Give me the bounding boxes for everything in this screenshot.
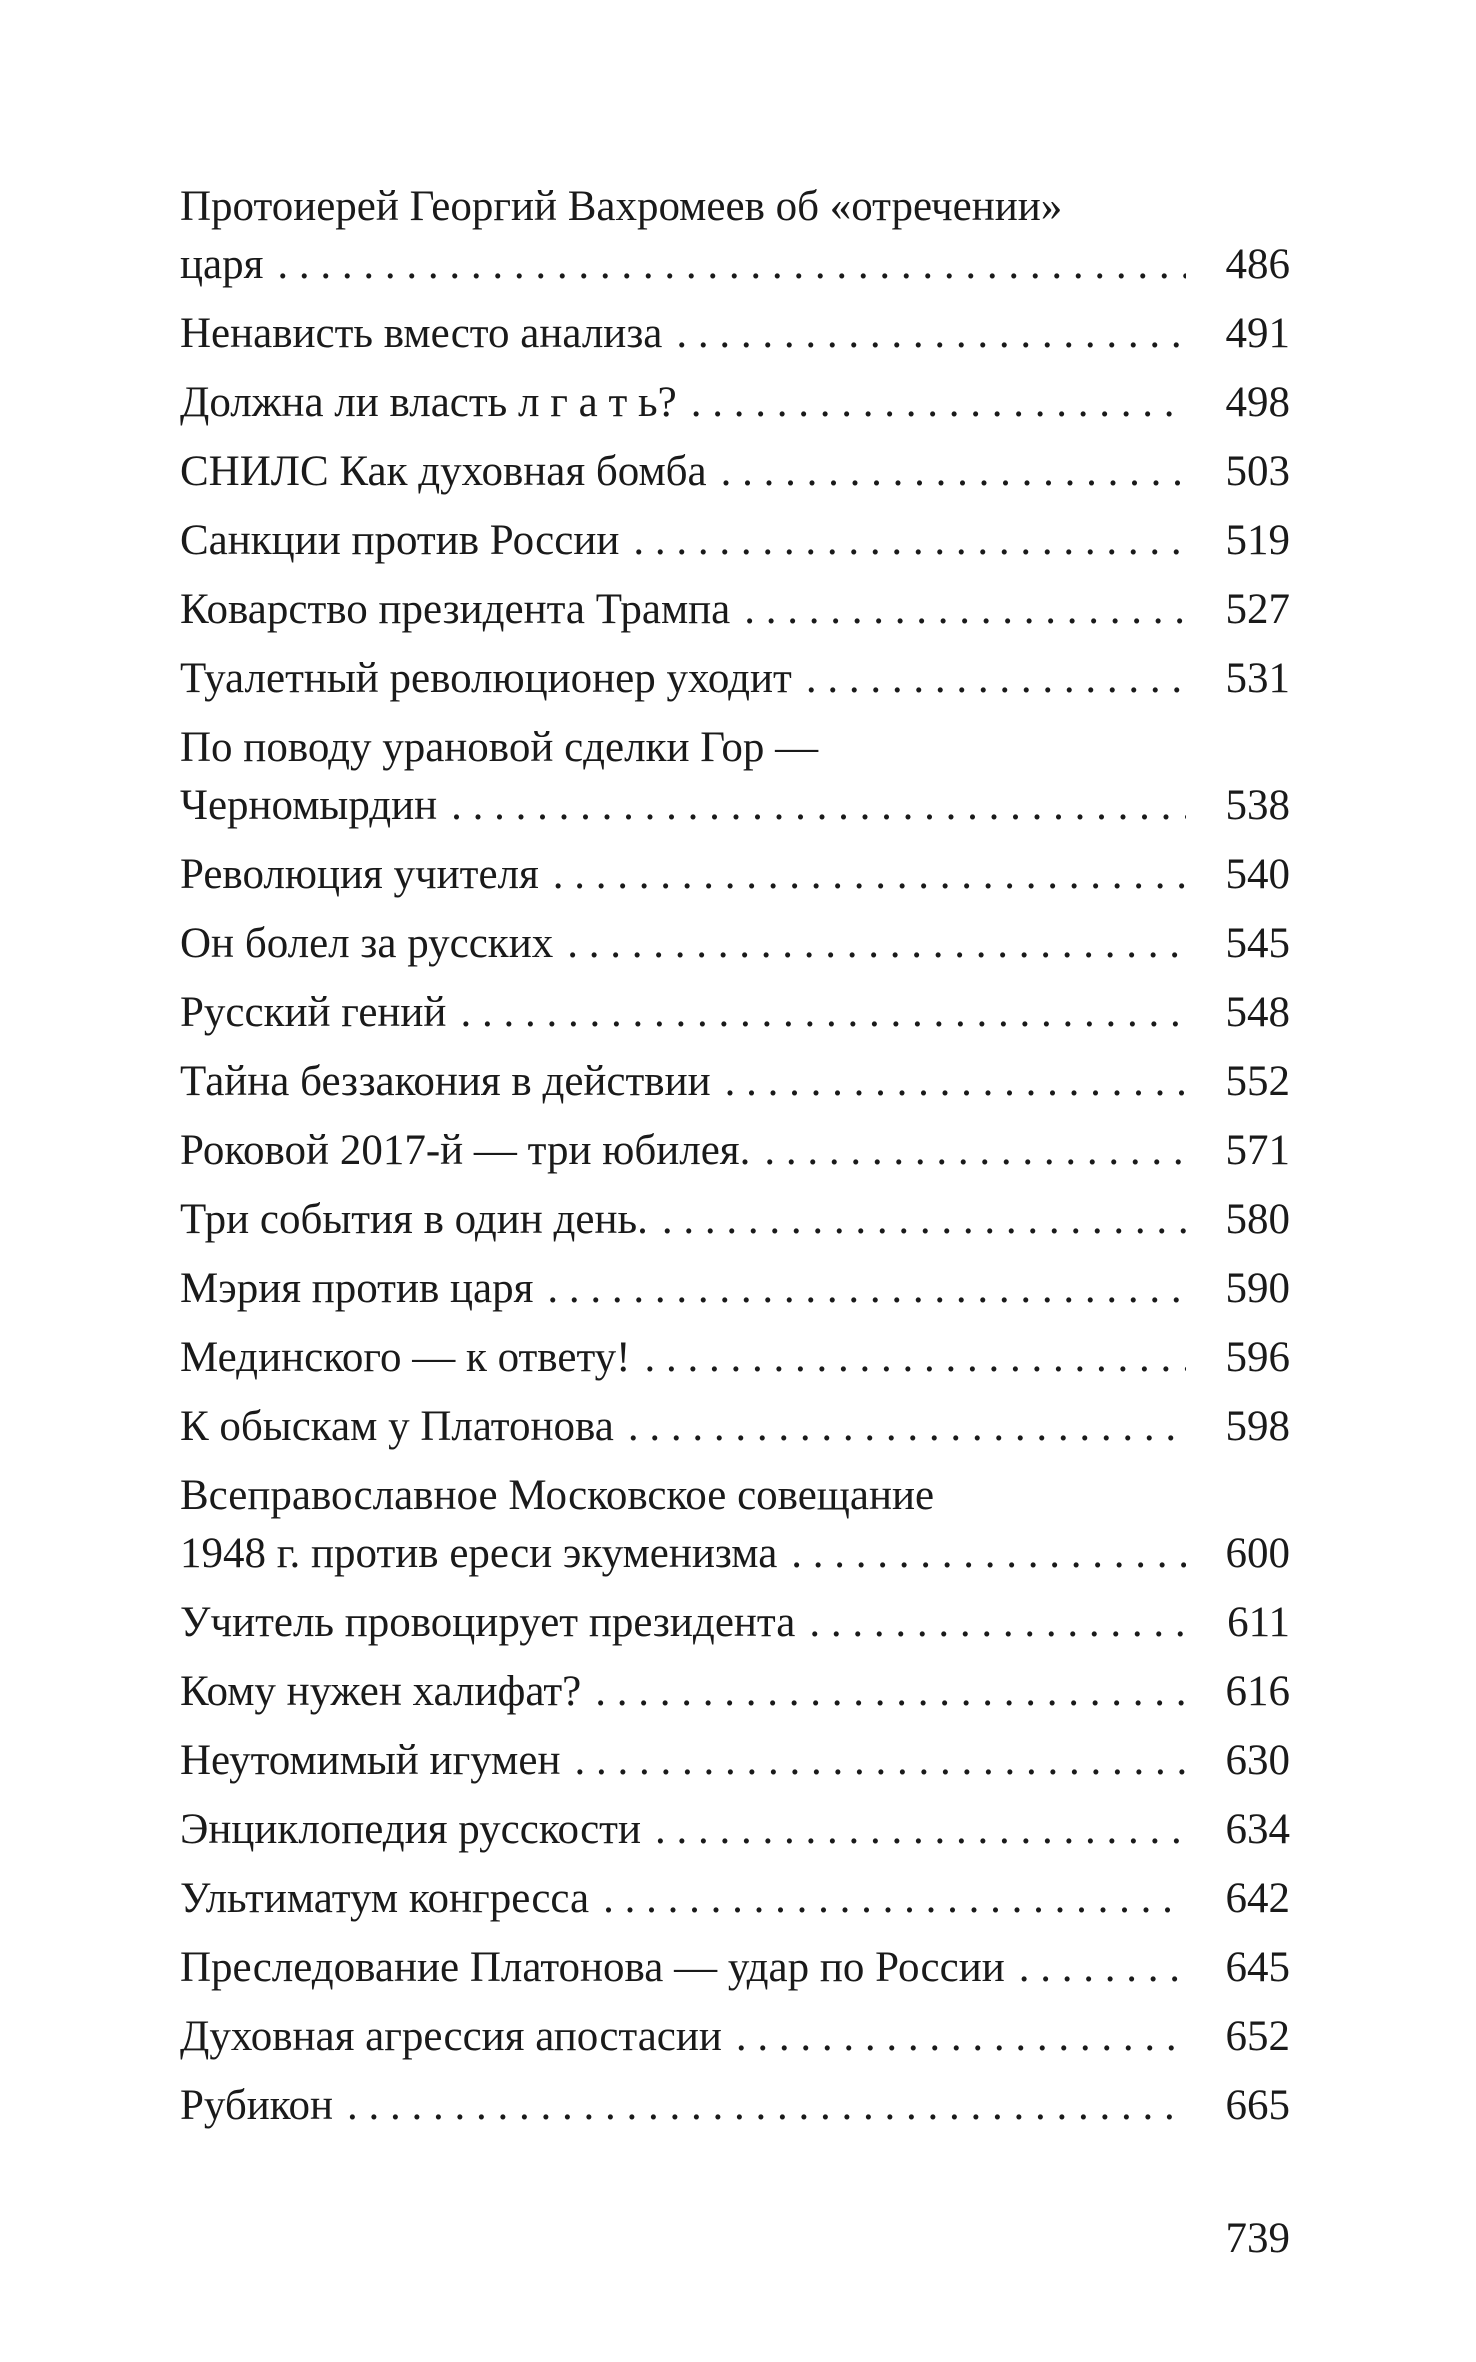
toc-entry-line — [180, 915, 1290, 973]
toc-entry — [180, 2077, 1290, 2135]
dot-leader — [809, 1594, 1186, 1652]
toc-entry-line — [180, 443, 1290, 501]
toc-entry-title: Преследование Платонова — удар по России — [180, 1944, 1005, 1991]
toc-entry-title: Учитель провоцирует президента — [180, 1599, 796, 1646]
dot-leader — [645, 1329, 1187, 1387]
toc-entry — [180, 1870, 1290, 1928]
toc-entry-line — [180, 846, 1290, 904]
toc-entry-line — [180, 1329, 1290, 1387]
toc-entry-line — [180, 1191, 1290, 1249]
toc-entry-page-number: 498 — [1225, 379, 1290, 426]
dot-leader — [553, 846, 1186, 904]
toc-entry-title: Мэрия против царя — [180, 1265, 534, 1312]
toc-entry — [180, 305, 1290, 363]
toc-entry-line — [180, 1122, 1290, 1180]
toc-entry-line — [180, 1939, 1290, 1997]
toc-entry-title: Ненависть вместо анализа — [180, 310, 663, 357]
dot-leader — [460, 984, 1186, 1042]
toc-entry — [180, 1663, 1290, 1721]
toc-entry-title: Коварство президента Трампа — [180, 586, 731, 633]
toc-entry — [180, 846, 1290, 904]
toc-entry-line — [180, 1732, 1290, 1790]
dot-leader — [691, 374, 1186, 432]
toc-entry — [180, 915, 1290, 973]
toc-entry-line — [180, 1525, 1290, 1583]
toc-entry — [180, 1467, 1290, 1583]
toc-entry-page-number: 600 — [1225, 1530, 1290, 1577]
toc-entry — [180, 1260, 1290, 1318]
toc-entry-title-line: По поводу урановой сделки Гор — — [180, 724, 819, 771]
toc-entry-page-number: 552 — [1225, 1058, 1290, 1105]
toc-entry — [180, 1053, 1290, 1111]
toc-entry-title: Санкции против России — [180, 517, 620, 564]
toc-entry-title: царя — [180, 241, 264, 288]
toc-entry-title-line: Протоиерей Георгий Вахромеев об «отречении» — [180, 183, 1063, 230]
toc-entry — [180, 178, 1290, 294]
toc-entry-line — [180, 1663, 1290, 1721]
toc-entry — [180, 1939, 1290, 1997]
toc-entry-page-number: 596 — [1225, 1334, 1290, 1381]
toc-entry-line — [180, 2008, 1290, 2066]
dot-leader — [662, 1191, 1186, 1249]
dot-leader — [655, 1801, 1186, 1859]
toc-entry-page-number: 486 — [1225, 241, 1290, 288]
toc-entry-title: Ультиматум конгресса — [180, 1875, 590, 1922]
toc-list — [180, 178, 1290, 2135]
toc-entry — [180, 719, 1290, 835]
toc-entry-title: Неутомимый игумен — [180, 1737, 561, 1784]
toc-entry-page-number: 491 — [1225, 310, 1290, 357]
toc-entry-line — [180, 1053, 1290, 1111]
toc-entry-line — [180, 236, 1290, 294]
dot-leader — [595, 1663, 1186, 1721]
toc-entry — [180, 1191, 1290, 1249]
dot-leader — [277, 236, 1186, 294]
dot-leader — [603, 1870, 1186, 1928]
toc-entry-page-number: 652 — [1225, 2013, 1290, 2060]
dot-leader — [547, 1260, 1186, 1318]
toc-entry — [180, 1329, 1290, 1387]
dot-leader — [764, 1122, 1186, 1180]
dot-leader — [451, 777, 1186, 835]
dot-leader — [676, 305, 1186, 363]
toc-entry-title: 1948 г. против ереси экуменизма — [180, 1530, 778, 1577]
toc-entry-page-number: 580 — [1225, 1196, 1290, 1243]
toc-entry — [180, 1594, 1290, 1652]
page-number: 739 — [1225, 2215, 1290, 2262]
toc-entry-line — [180, 1260, 1290, 1318]
dot-leader — [736, 2008, 1186, 2066]
toc-entry-title: Энциклопедия русскости — [180, 1806, 641, 1853]
toc-entry — [180, 1732, 1290, 1790]
toc-entry-line — [180, 581, 1290, 639]
dot-leader — [633, 512, 1186, 570]
toc-entry-line — [180, 1870, 1290, 1928]
toc-entry-page-number: 545 — [1225, 920, 1290, 967]
toc-entry-line — [180, 374, 1290, 432]
toc-entry-page-number: 642 — [1225, 1875, 1290, 1922]
toc-entry-line — [180, 1398, 1290, 1456]
toc-entry-title: Он болел за русских — [180, 920, 554, 967]
toc-entry-page-number: 527 — [1225, 586, 1290, 633]
toc-entry-page-number: 634 — [1225, 1806, 1290, 1853]
toc-entry-line — [180, 305, 1290, 363]
toc-entry-title: Кому нужен халифат? — [180, 1668, 582, 1715]
toc-entry-title: К обыскам у Платонова — [180, 1403, 614, 1450]
dot-leader — [721, 443, 1186, 501]
toc-entry-line — [180, 984, 1290, 1042]
toc-entry-page-number: 630 — [1225, 1737, 1290, 1784]
dot-leader — [725, 1053, 1186, 1111]
dot-leader — [1019, 1939, 1186, 1997]
toc-entry-title: Рубикон — [180, 2082, 333, 2129]
toc-entry-line — [180, 777, 1290, 835]
toc-entry — [180, 1122, 1290, 1180]
toc-entry — [180, 512, 1290, 570]
toc-entry-title: СНИЛС Как духовная бомба — [180, 448, 707, 495]
toc-entry — [180, 984, 1290, 1042]
toc-entry-title: Туалетный революционер уходит — [180, 655, 792, 702]
toc-entry-page-number: 611 — [1227, 1599, 1290, 1646]
toc-entry-line — [180, 2077, 1290, 2135]
toc-entry-title: Должна ли власть л г а т ь? — [180, 379, 677, 426]
dot-leader — [744, 581, 1186, 639]
toc-entry-line — [180, 650, 1290, 708]
toc-entry — [180, 650, 1290, 708]
toc-entry-line — [180, 1594, 1290, 1652]
toc-entry-page-number: 590 — [1225, 1265, 1290, 1312]
toc-entry-title-line: Всеправославное Московское совещание — [180, 1472, 935, 1519]
toc-entry-title: Русский гений — [180, 989, 447, 1036]
toc-entry-page-number: 540 — [1225, 851, 1290, 898]
toc-entry-title: Духовная агрессия апостасии — [180, 2013, 722, 2060]
toc-entry-line — [180, 1801, 1290, 1859]
toc-entry-title: Тайна беззакония в действии — [180, 1058, 711, 1105]
dot-leader — [567, 915, 1186, 973]
toc-entry-title: Три события в один день. — [180, 1196, 648, 1243]
table-of-contents — [180, 178, 1290, 2146]
dot-leader — [347, 2077, 1186, 2135]
toc-entry — [180, 2008, 1290, 2066]
toc-entry-title: Роковой 2017-й — три юбилея. — [180, 1127, 751, 1174]
dot-leader — [628, 1398, 1186, 1456]
toc-entry — [180, 581, 1290, 639]
toc-entry-page-number: 616 — [1225, 1668, 1290, 1715]
toc-entry — [180, 1398, 1290, 1456]
toc-entry-page-number: 665 — [1225, 2082, 1290, 2129]
toc-entry-title: Мединского — к ответу! — [180, 1334, 631, 1381]
toc-entry-page-number: 548 — [1225, 989, 1290, 1036]
toc-entry-page-number: 531 — [1225, 655, 1290, 702]
toc-entry-line — [180, 512, 1290, 570]
toc-entry — [180, 1801, 1290, 1859]
toc-entry-title: Революция учителя — [180, 851, 539, 898]
toc-entry-page-number: 571 — [1225, 1127, 1290, 1174]
toc-entry-page-number: 645 — [1225, 1944, 1290, 1991]
toc-entry-page-number: 598 — [1225, 1403, 1290, 1450]
toc-entry — [180, 443, 1290, 501]
toc-entry-page-number: 503 — [1225, 448, 1290, 495]
toc-entry-page-number: 538 — [1225, 782, 1290, 829]
dot-leader — [806, 650, 1186, 708]
toc-entry — [180, 374, 1290, 432]
toc-entry-page-number: 519 — [1225, 517, 1290, 564]
dot-leader — [791, 1525, 1186, 1583]
toc-entry-title: Черномырдин — [180, 782, 438, 829]
dot-leader — [574, 1732, 1186, 1790]
